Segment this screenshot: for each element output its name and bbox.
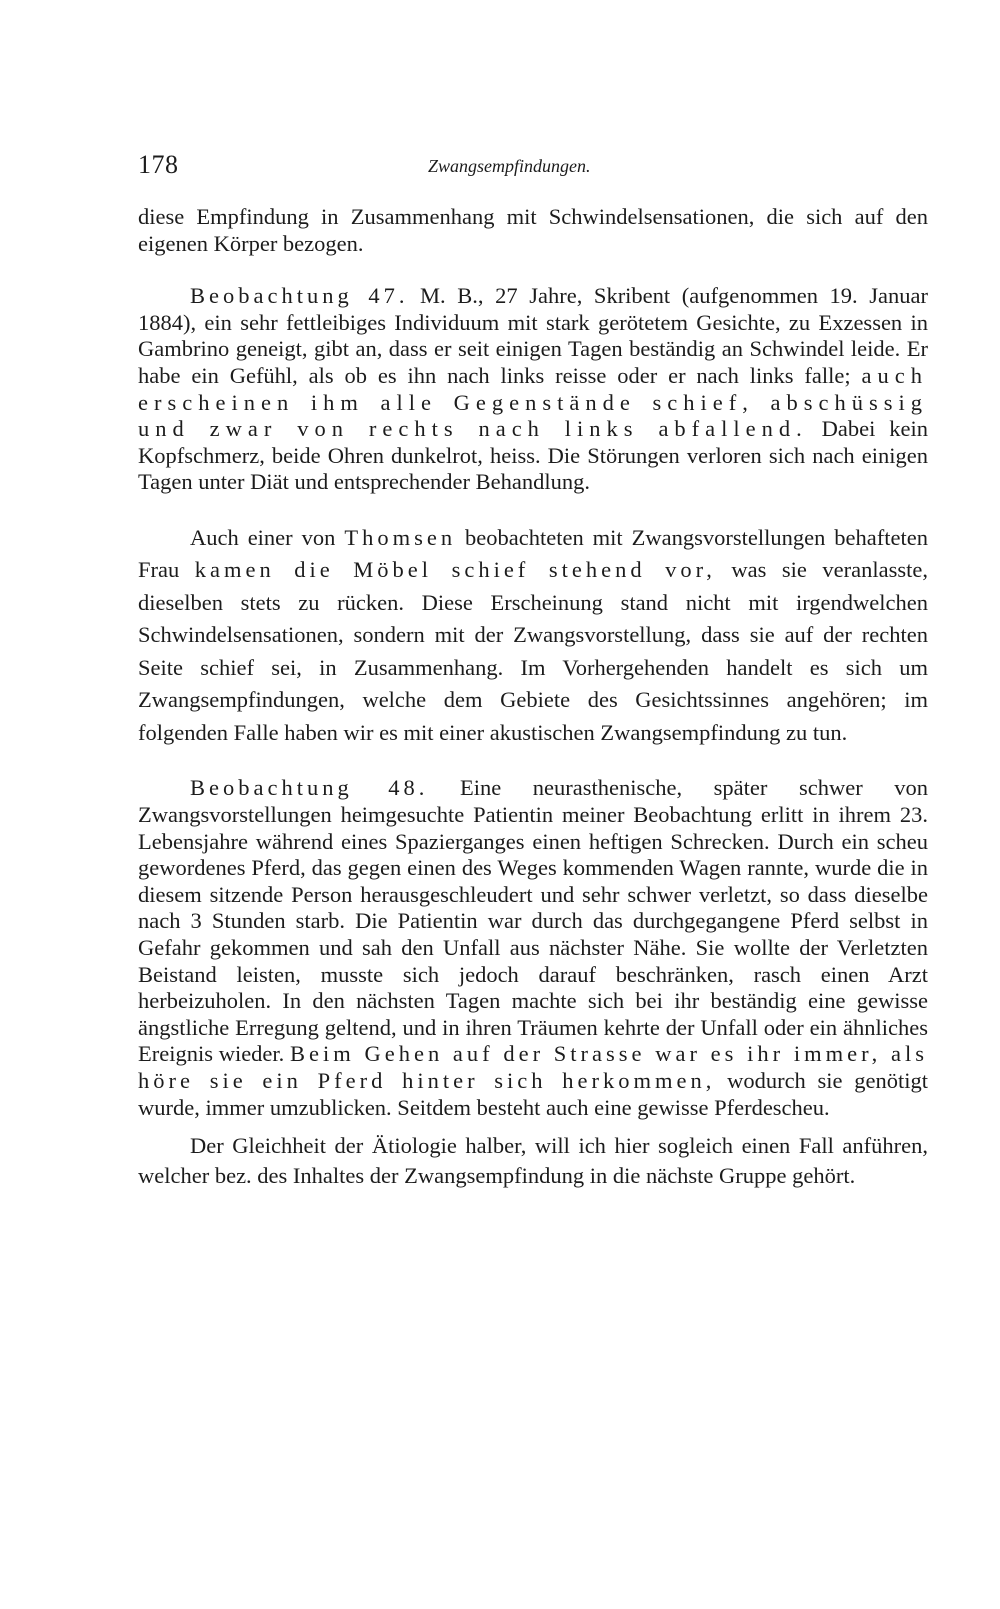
page-number: 178	[138, 150, 179, 179]
paragraph-text: diese Empfindung in Zusammenhang mit Schwindelsensationen, die sich auf den eigenen Körper bezogen.	[138, 204, 928, 256]
author-name: Thomsen	[344, 524, 457, 550]
observation-label: Beobachtung 48.	[190, 775, 429, 801]
paragraph-text: M. B., 27 Jahre, Skribent (aufgenommen 19. Januar 1884), ein sehr fettleibiges Individuum mit stark gerötetem Gesichte, zu Exzessen in Gambrino geneigt, gibt an, dass er seit einigen Tagen beständig an Schwindel leide. Er habe ein Gefühl, als ob es ihn nach links reisse oder er nach links falle;	[138, 283, 929, 388]
paragraph-observation-47	[138, 283, 928, 496]
paragraph-text: Dabei kein Kopfschmerz, beide Ohren dunkelrot, heiss. Die Störungen verloren sich nach einigen Tagen unter Diät und entsprechender Behandlung.	[138, 416, 928, 495]
running-head: Zwangsempfindungen.	[428, 156, 591, 176]
paragraph-thomsen	[138, 522, 928, 750]
paragraph-closing	[138, 1131, 928, 1191]
paragraph-text: Eine neurasthenische, später schwer von Zwangsvorstellungen heimgesuchte Patientin meiner Beobachtung erlitt in ihrem 23. Lebensjahre während eines Spazierganges einen heftigen Schrecken. Durch ein scheu gewordenes Pferd, das gegen einen des Weges kommenden Wagen rannte, wurde die in diesem sitzende Person herausgeschleudert und sehr schwer verletzt, so dass dieselbe nach 3 Stunden starb. Die Patientin war durch das durchgegangene Pferd selbst in Gefahr gekommen und sah den Unfall aus nächster Nähe. Sie wollte der Verletzten Beistand leisten, musste sich jedoch darauf beschränken, rasch einen Arzt herbeizuholen. In den nächsten Tagen machte sich bei ihr beständig eine gewisse ängstliche Erregung geltend, und in ihren Träumen kehrte der Unfall oder ein ähnliches Ereignis wieder.	[138, 775, 929, 1067]
emphasized-text: auch erscheinen ihm alle Gegenstände schief, abschüssig und zwar von rechts nach links abfallend.	[138, 362, 928, 442]
observation-label: Beobachtung 47.	[190, 283, 409, 309]
paragraph-observation-48	[138, 775, 928, 1121]
paragraph-text: beobachteten mit Zwangsvorstellungen behafteten Frau	[138, 524, 928, 583]
book-page	[138, 150, 928, 1191]
page-header	[138, 150, 928, 190]
paragraph-text: Der Gleichheit der Ätiologie halber, will ich hier sogleich einen Fall anführen, welcher bez. des Inhaltes der Zwangsempfindung in die nächste Gruppe gehört.	[138, 1133, 928, 1189]
paragraph-text: wodurch sie genötigt wurde, immer umzublicken. Seitdem besteht auch eine gewisse Pferdescheu.	[138, 1067, 928, 1120]
emphasized-text: kamen die Möbel schief stehend vor,	[194, 557, 716, 583]
paragraph-text: Auch einer von	[190, 524, 345, 550]
emphasized-text: Beim Gehen auf der Strasse war es ihr immer, als höre sie ein Pferd hinter sich herkommen,	[138, 1041, 928, 1093]
paragraph-text: was sie veranlasste, dieselben stets zu rücken. Diese Erscheinung stand nicht mit irgendwelchen Schwindelsensationen, sondern mit der Zwangsvorstellung, dass sie auf der rechten Seite schief sei, in Zusammenhang. Im Vorhergehenden handelt es sich um Zwangsempfindungen, welche dem Gebiete des Gesichtssinnes angehören; im folgenden Falle haben wir es mit einer akustischen Zwangsempfindung zu tun.	[138, 557, 928, 745]
paragraph-continuation	[138, 204, 928, 257]
